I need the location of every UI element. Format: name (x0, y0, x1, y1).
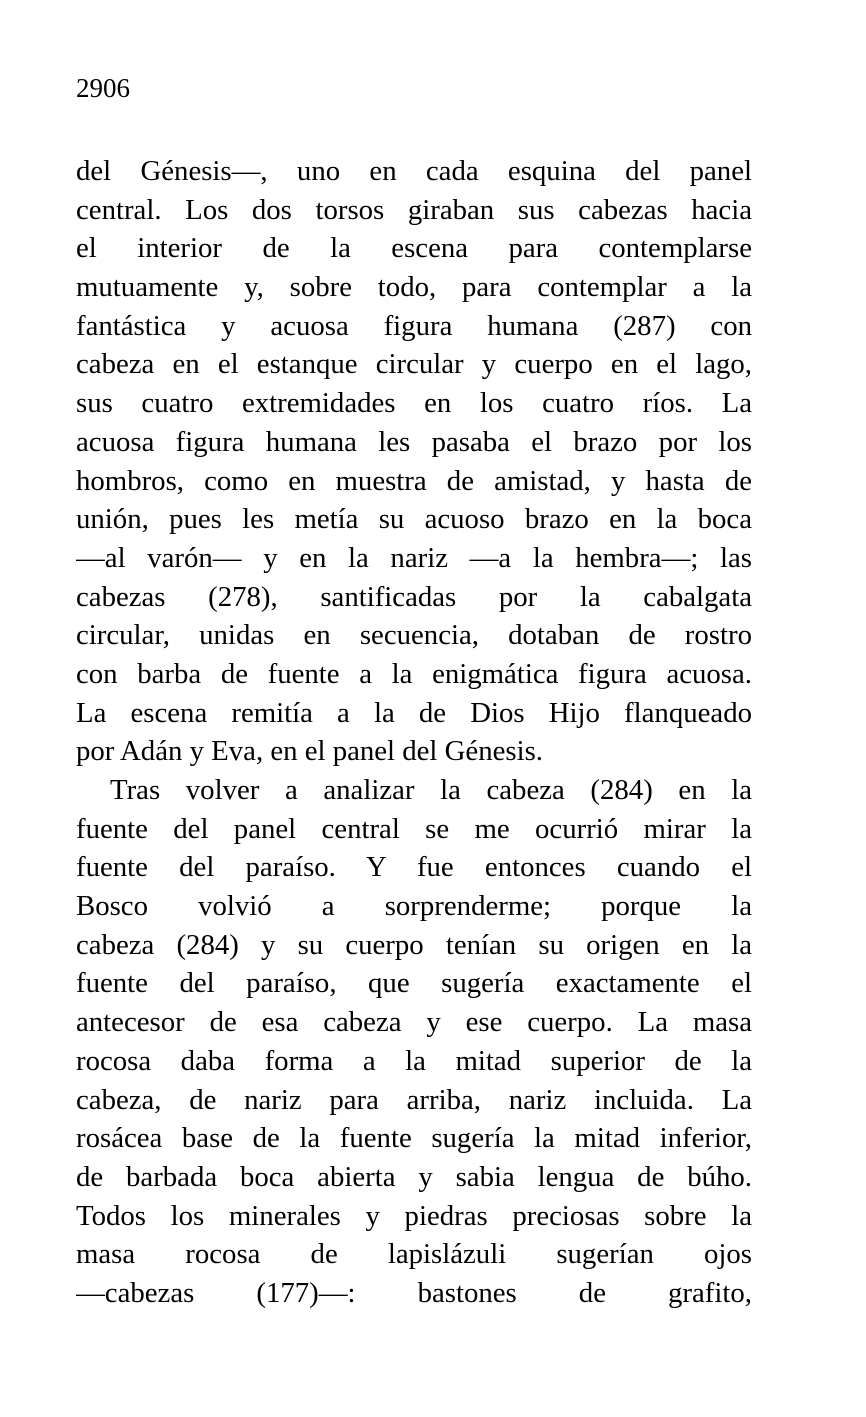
text-line: Todos los minerales y piedras preciosas sobre la (76, 1199, 752, 1232)
text-line: Tras volver a analizar la cabeza (284) en la (110, 774, 752, 806)
text-line: acuosa figura humana les pasaba el brazo por los (76, 425, 752, 458)
text-line: —al varón— y en la nariz —a la hembra—; las (76, 541, 752, 574)
text-line: sus cuatro extremidades en los cuatro ríos. La (76, 387, 752, 420)
text-line: rocosa daba forma a la mitad superior de la (76, 1044, 752, 1077)
text-line: del Génesis—, uno en cada esquina del panel (76, 155, 752, 187)
text-line: —cabezas (177)—: bastones de grafito, (76, 1276, 752, 1309)
text-line: mutuamente y, sobre todo, para contemplar a la (76, 271, 752, 304)
text-line: antecesor de esa cabeza y ese cuerpo. La masa (76, 1006, 752, 1039)
text-line: cabeza (284) y su cuerpo tenían su origen en la (76, 928, 752, 961)
text-line: fuente del paraíso. Y fue entonces cuando el (76, 851, 752, 884)
text-line: hombros, como en muestra de amistad, y hasta de (76, 464, 752, 497)
text-line: cabeza, de nariz para arriba, nariz incluida. La (76, 1083, 752, 1116)
text-line: fuente del panel central se me ocurrió mirar la (76, 812, 752, 845)
text-line: con barba de fuente a la enigmática figura acuosa. (76, 657, 752, 690)
text-line: Bosco volvió a sorprenderme; porque la (76, 890, 752, 923)
text-line: circular, unidas en secuencia, dotaban de rostro (76, 619, 752, 652)
text-line: el interior de la escena para contemplarse (76, 232, 752, 265)
text-line: por Adán y Eva, en el panel del Génesis. (76, 735, 544, 768)
text-line: cabezas (278), santificadas por la cabalgata (76, 580, 752, 613)
page-number: 2906 (76, 73, 130, 103)
text-line: rosácea base de la fuente sugería la mitad inferior, (76, 1122, 752, 1155)
text-line: central. Los dos torsos giraban sus cabezas hacia (76, 193, 752, 226)
page-body-text (76, 152, 752, 1313)
text-line: fuente del paraíso, que sugería exactamente el (76, 967, 752, 1000)
text-line: La escena remitía a la de Dios Hijo flanqueado (76, 696, 752, 729)
text-line: fantástica y acuosa figura humana (287) con (76, 309, 752, 342)
text-line: masa rocosa de lapislázuli sugerían ojos (76, 1238, 752, 1271)
text-line: de barbada boca abierta y sabia lengua de búho. (76, 1160, 752, 1193)
text-line: unión, pues les metía su acuoso brazo en la boca (76, 503, 752, 536)
text-line: cabeza en el estanque circular y cuerpo en el lago, (76, 348, 752, 381)
